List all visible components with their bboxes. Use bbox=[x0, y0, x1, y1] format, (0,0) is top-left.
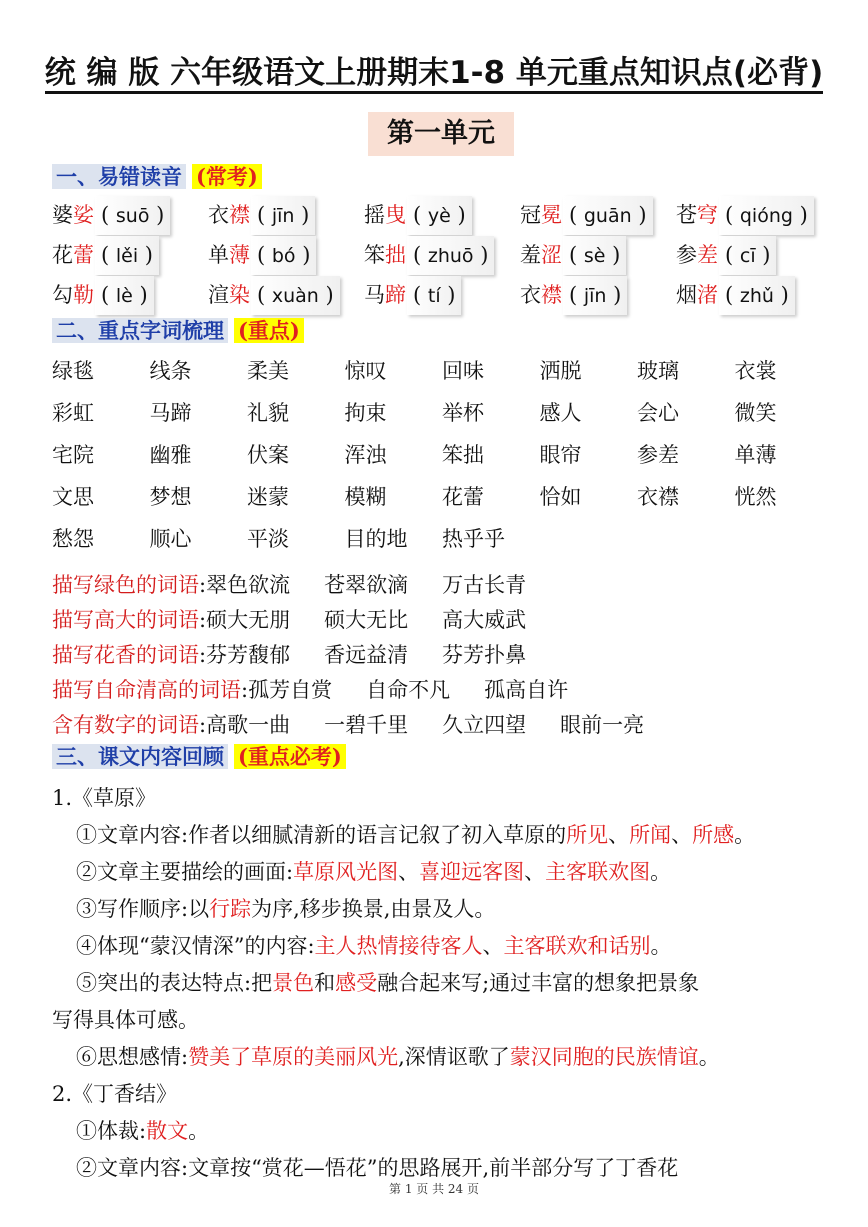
key-text: 喜迎远客图 bbox=[419, 860, 525, 884]
phrase: 翠色欲流 bbox=[206, 573, 291, 597]
lesson-point: ②文章内容:文章按“赏花—悟花”的思路展开,前半部分写了丁香花 bbox=[76, 1156, 679, 1180]
phrase: 孤芳自赏 bbox=[248, 678, 333, 702]
paren: ( bbox=[101, 203, 116, 227]
vocabulary-word: 微笑 bbox=[734, 401, 777, 425]
key-text: 行踪 bbox=[209, 897, 252, 921]
paren: ( bbox=[101, 243, 116, 267]
vocabulary-row bbox=[52, 434, 852, 476]
paren: ( bbox=[725, 203, 740, 227]
paren: ( bbox=[725, 283, 740, 307]
pinyin-item bbox=[676, 196, 814, 234]
text: 。 bbox=[734, 823, 756, 847]
word-char: 渲 bbox=[208, 283, 229, 307]
phrase: 一碧千里 bbox=[324, 713, 409, 737]
text: 、 bbox=[482, 934, 504, 958]
paren: ( bbox=[569, 243, 584, 267]
pinyin-box bbox=[95, 276, 154, 315]
vocabulary-word: 马蹄 bbox=[149, 401, 192, 425]
title-text: 统 编 版 六年级语文上册期末1-8 单元重点知识点(必背) bbox=[45, 55, 824, 94]
text: ①体裁: bbox=[76, 1119, 147, 1143]
lesson-title: 1.《草原》 bbox=[52, 786, 157, 810]
lesson-review bbox=[52, 780, 842, 1187]
paren: ) bbox=[473, 243, 489, 267]
paren: ( bbox=[725, 243, 740, 267]
key-char: 穹 bbox=[697, 203, 718, 227]
vocabulary-word: 迷蒙 bbox=[247, 485, 289, 509]
pinyin-box bbox=[563, 236, 626, 275]
vocabulary-word: 热乎乎 bbox=[442, 527, 505, 551]
pinyin-text: lè bbox=[115, 285, 133, 307]
text: 。 bbox=[188, 1119, 210, 1143]
text: 、 bbox=[524, 860, 546, 884]
vocabulary-word: 感人 bbox=[539, 401, 582, 425]
paren: ) bbox=[294, 203, 310, 227]
vocabulary-word: 回味 bbox=[442, 359, 484, 383]
phrase-group-heading: 含有数字的词语 bbox=[52, 713, 199, 737]
separator: : bbox=[199, 713, 207, 737]
vocabulary-word: 洒脱 bbox=[539, 359, 582, 383]
paren: ) bbox=[132, 283, 148, 307]
text: 、 bbox=[608, 823, 630, 847]
pinyin-item bbox=[364, 236, 494, 274]
key-text: 主客联欢图 bbox=[545, 860, 651, 884]
unit-heading: 第一单元 bbox=[368, 112, 514, 156]
text: ②文章主要描绘的画面: bbox=[76, 860, 294, 884]
text: 。 bbox=[650, 934, 672, 958]
pinyin-text: jīn bbox=[583, 285, 607, 307]
phrase: 苍翠欲滴 bbox=[324, 573, 409, 597]
phrase-group bbox=[52, 603, 852, 638]
vocabulary-word: 梦想 bbox=[149, 485, 192, 509]
vocabulary-word: 眼帘 bbox=[539, 443, 582, 467]
vocabulary-word: 笨拙 bbox=[442, 443, 484, 467]
pinyin-item bbox=[364, 196, 472, 234]
pinyin-box bbox=[563, 276, 627, 315]
text: 和 bbox=[314, 971, 336, 995]
pinyin-row bbox=[52, 276, 852, 316]
vocabulary-word: 彩虹 bbox=[52, 401, 94, 425]
paren: ( bbox=[413, 243, 428, 267]
paren: ( bbox=[413, 203, 428, 227]
paren: ) bbox=[755, 243, 771, 267]
pinyin-item bbox=[676, 276, 795, 314]
text: ⑥思想感情: bbox=[76, 1045, 189, 1069]
pinyin-item bbox=[520, 236, 626, 274]
vocabulary-word: 衣裳 bbox=[734, 359, 777, 383]
text: 。 bbox=[650, 860, 672, 884]
key-text: 草原风光图 bbox=[293, 860, 399, 884]
pinyin-box bbox=[407, 196, 472, 235]
text: 为序,移步换景,由景及人。 bbox=[251, 897, 496, 921]
paren: ( bbox=[257, 283, 272, 307]
key-text: 赞美了草原的美丽风光 bbox=[188, 1045, 399, 1069]
vocabulary-row bbox=[52, 518, 852, 560]
word-char: 花 bbox=[52, 243, 73, 267]
vocabulary-word: 模糊 bbox=[344, 485, 387, 509]
pinyin-box bbox=[95, 196, 170, 235]
pinyin-item bbox=[52, 196, 170, 234]
word-char: 参 bbox=[676, 243, 697, 267]
key-char: 勒 bbox=[73, 283, 94, 307]
paren: ) bbox=[295, 243, 311, 267]
word-char: 笨 bbox=[364, 243, 385, 267]
word-char: 衣 bbox=[520, 283, 541, 307]
text: ④体现“蒙汉情深”的内容: bbox=[76, 934, 315, 958]
lesson-title: 2.《丁香结》 bbox=[52, 1082, 178, 1106]
phrase-group-heading: 描写自命清高的词语 bbox=[52, 678, 241, 702]
lesson-point bbox=[52, 928, 842, 965]
pinyin-item bbox=[52, 276, 154, 314]
section-tag: (重点必考) bbox=[234, 744, 346, 769]
pinyin-box bbox=[719, 196, 814, 235]
text: ①文章内容:作者以细腻清新的语言记叙了初入草原的 bbox=[76, 823, 567, 847]
phrase: 高大威武 bbox=[442, 608, 527, 632]
page-footer: 第 1 页 共 24 页 bbox=[389, 1182, 479, 1196]
phrase-group-heading: 描写高大的词语 bbox=[52, 608, 199, 632]
phrase-group bbox=[52, 638, 852, 673]
pinyin-box bbox=[95, 236, 159, 275]
key-text: 所见 bbox=[566, 823, 609, 847]
vocabulary-word: 举杯 bbox=[442, 401, 484, 425]
key-text: 主人热情接待客人 bbox=[314, 934, 483, 958]
phrase: 眼前一亮 bbox=[560, 713, 645, 737]
pinyin-item bbox=[520, 196, 653, 234]
phrase: 高歌一曲 bbox=[206, 713, 291, 737]
paren: ( bbox=[569, 283, 584, 307]
word-char: 衣 bbox=[208, 203, 229, 227]
section-label: 二、重点字词梳理 bbox=[52, 318, 228, 343]
phrase: 香远益清 bbox=[324, 643, 409, 667]
word-char: 婆 bbox=[52, 203, 73, 227]
section-heading-review bbox=[52, 740, 346, 774]
key-char: 襟 bbox=[229, 203, 250, 227]
vocabulary-row bbox=[52, 350, 852, 392]
word-char: 勾 bbox=[52, 283, 73, 307]
word-char: 马 bbox=[364, 283, 385, 307]
text: 融合起来写;通过丰富的想象把景象 bbox=[377, 971, 700, 995]
vocabulary-word: 顺心 bbox=[149, 527, 192, 551]
phrase-group bbox=[52, 708, 852, 743]
key-char: 渚 bbox=[697, 283, 718, 307]
key-char: 冕 bbox=[541, 203, 562, 227]
key-char: 蕾 bbox=[73, 243, 94, 267]
paren: ) bbox=[450, 203, 466, 227]
key-char: 蹄 bbox=[385, 283, 406, 307]
pinyin-box bbox=[407, 276, 461, 315]
vocabulary-word: 拘束 bbox=[344, 401, 387, 425]
lesson-point bbox=[52, 854, 842, 891]
text: ③写作顺序:以 bbox=[76, 897, 210, 921]
pinyin-text: qióng bbox=[739, 205, 793, 227]
lesson-point bbox=[52, 1113, 842, 1150]
pinyin-text: zhǔ bbox=[739, 285, 774, 307]
section-heading-vocabulary bbox=[52, 314, 304, 348]
lesson-point bbox=[52, 891, 842, 928]
phrase-group-heading: 描写绿色的词语 bbox=[52, 573, 199, 597]
pinyin-box bbox=[407, 236, 494, 275]
pinyin-text: tí bbox=[427, 285, 441, 307]
pinyin-box bbox=[719, 236, 776, 275]
paren: ( bbox=[569, 203, 584, 227]
vocabulary-word: 花蕾 bbox=[442, 485, 484, 509]
lesson-point bbox=[52, 1039, 842, 1076]
pinyin-text: lěi bbox=[115, 245, 139, 267]
pinyin-item bbox=[520, 276, 627, 314]
vocabulary-word: 幽雅 bbox=[149, 443, 192, 467]
separator: : bbox=[241, 678, 249, 702]
section-label: 三、课文内容回顾 bbox=[52, 744, 228, 769]
pinyin-item bbox=[676, 236, 776, 274]
pinyin-text: yè bbox=[427, 205, 451, 227]
separator: : bbox=[199, 643, 207, 667]
phrase: 万古长青 bbox=[442, 573, 527, 597]
pinyin-text: jīn bbox=[271, 205, 295, 227]
paren: ) bbox=[605, 243, 621, 267]
pinyin-box bbox=[719, 276, 795, 315]
vocabulary-word: 参差 bbox=[637, 443, 679, 467]
vocabulary-word: 恰如 bbox=[539, 485, 582, 509]
text: 。 bbox=[698, 1045, 720, 1069]
phrase: 芬芳馥郁 bbox=[206, 643, 291, 667]
separator: : bbox=[199, 573, 207, 597]
pinyin-row bbox=[52, 196, 852, 236]
word-char: 苍 bbox=[676, 203, 697, 227]
paren: ) bbox=[773, 283, 789, 307]
vocabulary-word: 惊叹 bbox=[344, 359, 387, 383]
vocabulary-row bbox=[52, 476, 852, 518]
word-char: 羞 bbox=[520, 243, 541, 267]
vocabulary-grid bbox=[52, 350, 852, 560]
vocabulary-word: 衣襟 bbox=[637, 485, 679, 509]
pinyin-item bbox=[208, 276, 340, 314]
word-char: 烟 bbox=[676, 283, 697, 307]
paren: ) bbox=[792, 203, 808, 227]
vocabulary-word: 愁怨 bbox=[52, 527, 94, 551]
phrase-groups bbox=[52, 568, 852, 743]
paren: ) bbox=[440, 283, 456, 307]
phrase-group bbox=[52, 673, 852, 708]
phrase: 久立四望 bbox=[442, 713, 527, 737]
paren: ( bbox=[257, 203, 272, 227]
pinyin-grid bbox=[52, 196, 852, 316]
paren: ) bbox=[149, 203, 165, 227]
vocabulary-word: 单薄 bbox=[734, 443, 777, 467]
lesson-point-continued: 写得具体可感。 bbox=[52, 1008, 199, 1032]
phrase: 硕大无比 bbox=[324, 608, 409, 632]
key-text: 蒙汉同胞的民族情谊 bbox=[509, 1045, 699, 1069]
text: ⑤突出的表达特点:把 bbox=[76, 971, 273, 995]
pinyin-box bbox=[251, 196, 315, 235]
vocabulary-word: 柔美 bbox=[247, 359, 289, 383]
key-char: 拙 bbox=[385, 243, 406, 267]
key-text: 所感 bbox=[692, 823, 735, 847]
paren: ) bbox=[138, 243, 153, 267]
pinyin-text: bó bbox=[271, 245, 296, 267]
key-text: 所闻 bbox=[629, 823, 672, 847]
pinyin-item bbox=[52, 236, 159, 274]
vocabulary-word: 恍然 bbox=[734, 485, 777, 509]
lesson-point bbox=[52, 817, 842, 854]
pinyin-row bbox=[52, 236, 852, 276]
paren: ( bbox=[413, 283, 428, 307]
pinyin-box bbox=[251, 236, 316, 275]
key-char: 襟 bbox=[541, 283, 562, 307]
vocabulary-word: 文思 bbox=[52, 485, 94, 509]
phrase: 硕大无朋 bbox=[206, 608, 291, 632]
key-text: 感受 bbox=[335, 971, 378, 995]
pinyin-text: cī bbox=[739, 245, 756, 267]
vocabulary-word: 绿毯 bbox=[52, 359, 94, 383]
key-text: 散文 bbox=[146, 1119, 189, 1143]
word-char: 摇 bbox=[364, 203, 385, 227]
vocabulary-word: 会心 bbox=[637, 401, 679, 425]
section-tag: (重点) bbox=[234, 318, 304, 343]
word-char: 冠 bbox=[520, 203, 541, 227]
pinyin-item bbox=[208, 236, 316, 274]
key-char: 染 bbox=[229, 283, 250, 307]
key-text: 景色 bbox=[272, 971, 315, 995]
vocabulary-word: 平淡 bbox=[247, 527, 289, 551]
section-heading-pronunciation bbox=[52, 160, 262, 194]
lesson-point bbox=[52, 965, 842, 1002]
key-char: 曳 bbox=[385, 203, 406, 227]
paren: ) bbox=[631, 203, 647, 227]
pinyin-item bbox=[208, 196, 315, 234]
vocabulary-word: 玻璃 bbox=[637, 359, 679, 383]
section-label: 一、易错读音 bbox=[52, 164, 186, 189]
vocabulary-row bbox=[52, 392, 852, 434]
vocabulary-word: 目的地 bbox=[344, 527, 408, 551]
phrase: 孤高自许 bbox=[484, 678, 569, 702]
paren: ( bbox=[257, 243, 272, 267]
section-tag: (常考) bbox=[192, 164, 262, 189]
key-char: 差 bbox=[697, 243, 718, 267]
document-title bbox=[0, 52, 868, 94]
pinyin-text: xuàn bbox=[271, 285, 319, 307]
phrase-group bbox=[52, 568, 852, 603]
vocabulary-word: 宅院 bbox=[52, 443, 94, 467]
phrase-group-heading: 描写花香的词语 bbox=[52, 643, 199, 667]
word-char: 单 bbox=[208, 243, 229, 267]
pinyin-box bbox=[563, 196, 653, 235]
pinyin-box bbox=[251, 276, 340, 315]
phrase: 自命不凡 bbox=[366, 678, 451, 702]
paren: ( bbox=[101, 283, 116, 307]
text: ,深情讴歌了 bbox=[398, 1045, 510, 1069]
pinyin-text: guān bbox=[583, 205, 632, 227]
key-char: 娑 bbox=[73, 203, 94, 227]
vocabulary-word: 伏案 bbox=[247, 443, 289, 467]
pinyin-item bbox=[364, 276, 461, 314]
pinyin-text: zhuō bbox=[427, 245, 474, 267]
key-char: 薄 bbox=[229, 243, 250, 267]
pinyin-text: suō bbox=[115, 205, 150, 227]
vocabulary-word: 礼貌 bbox=[247, 401, 289, 425]
vocabulary-word: 线条 bbox=[149, 359, 192, 383]
separator: : bbox=[199, 608, 207, 632]
paren: ) bbox=[318, 283, 334, 307]
vocabulary-word: 浑浊 bbox=[344, 443, 387, 467]
text: 、 bbox=[398, 860, 420, 884]
paren: ) bbox=[606, 283, 622, 307]
key-char: 涩 bbox=[541, 243, 562, 267]
text: 、 bbox=[671, 823, 693, 847]
key-text: 主客联欢和话别 bbox=[503, 934, 651, 958]
phrase: 芬芳扑鼻 bbox=[442, 643, 527, 667]
pinyin-text: sè bbox=[583, 245, 606, 267]
